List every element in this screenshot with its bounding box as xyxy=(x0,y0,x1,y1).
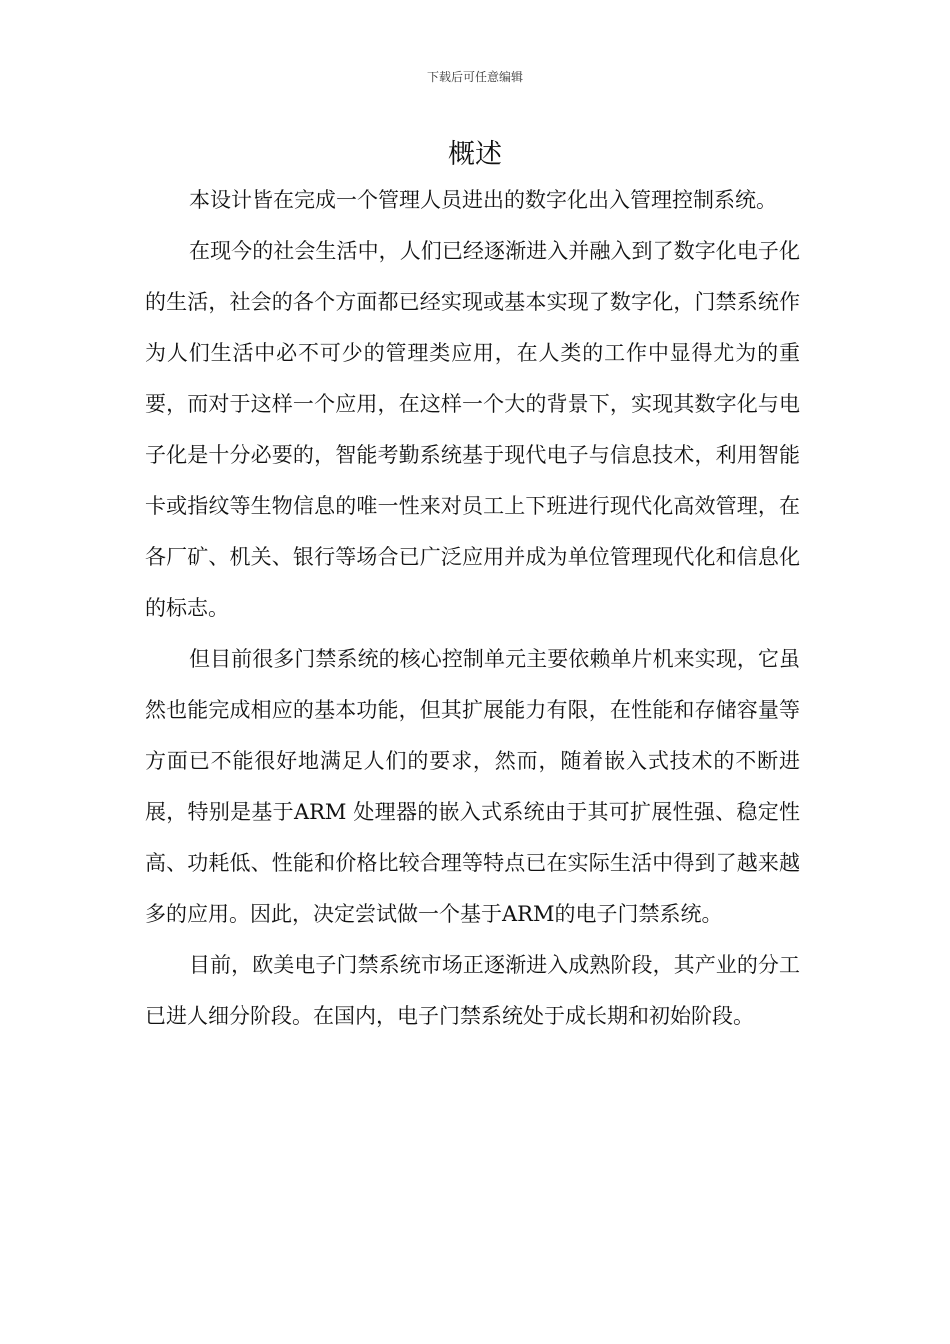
paragraph-background: 在现今的社会生活中，人们已经逐渐进入并融入到了数字化电子化的生活，社会的各个方面都已经实现或基本实现了数字化，门禁系统作为人们生活中必不可少的管理类应用，在人类的工作中显得尤为的重要，而对于这样一个应用，在这样一个大的背景下，实现其数字化与电子化是十分必要的，智能考勤系统基于现代电子与信息技术，利用智能卡或指纹等生物信息的唯一性来对员工上下班进行现代化高效管理，在各厂矿、机关、银行等场合已广泛应用并成为单位管理现代化和信息化的标志。 xyxy=(145,239,800,620)
paragraph-current-limitations: 但目前很多门禁系统的核心控制单元主要依赖单片机来实现，它虽然也能完成相应的基本功能，但其扩展能力有限，在性能和存储容量等方面已不能很好地满足人们的要求，然而，随着嵌入式技术的不断进展，特别是基于ARM 处理器的嵌入式系统由于其可扩展性强、稳定性高、功耗低、性能和价格比较合理等特点已在实际生活中得到了越来越多的应用。因此，决定尝试做一个基于ARM的电子门禁系统。 xyxy=(145,647,800,926)
document-title: 概述 xyxy=(448,139,502,170)
paragraph-market-status: 目前，欧美电子门禁系统市场正逐渐进入成熟阶段，其产业的分工已进人细分阶段。在国内，电子门禁系统处于成长期和初始阶段。 xyxy=(145,953,800,1028)
document-body xyxy=(145,175,800,1042)
paragraph-intro: 本设计皆在完成一个管理人员进出的数字化出入管理控制系统。 xyxy=(189,188,777,212)
header-note: 下载后可任意编辑 xyxy=(426,70,523,84)
